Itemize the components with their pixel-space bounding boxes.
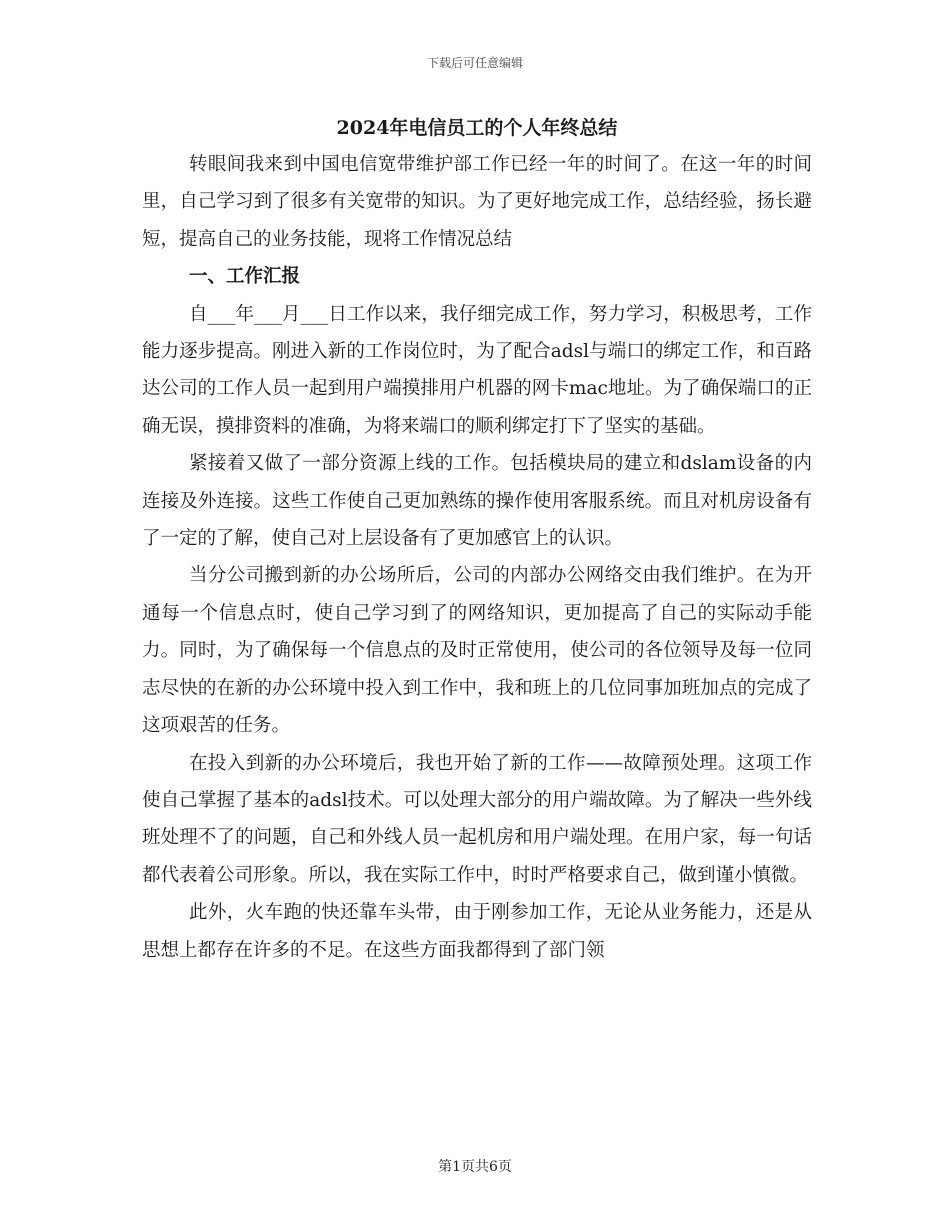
- paragraph-intro: 转眼间我来到中国电信宽带维护部工作已经一年的时间了。在这一年的时间里，自己学习到了很多有关宽带的知识。为了更好地完成工作，总结经验，扬长避短，提高自己的业务技能，现将工作情况总结: [142, 154, 812, 250]
- paragraph-body: 紧接着又做了一部分资源上线的工作。包括模块局的建立和dslam设备的内连接及外连接。这些工作使自己更加熟练的操作使用客服系统。而且对机房设备有了一定的了解，使自己对上层设备有了更加感官上的认识。: [142, 453, 812, 550]
- paragraph-body: 在投入到新的办公环境后，我也开始了新的工作——故障预处理。这项工作使自己掌握了基本的adsl技术。可以处理大部分的用户端故障。为了解决一些外线班处理不了的问题，自己和外线人员一起机房和用户端处理。在用户家，每一句话都代表着公司形象。所以，我在实际工作中，时时严格要求自己，做到谨小慎微。: [142, 752, 812, 886]
- page-header-note: 下载后可任意编辑: [426, 56, 523, 70]
- paragraph-body: 当分公司搬到新的办公场所后，公司的内部办公网络交由我们维护。在为开通每一个信息点时，使自己学习到了的网络知识，更加提高了自己的实际动手能力。同时，为了确保每一个信息点的及时正常使用，使公司的各位领导及每一位同志尽快的在新的办公环境中投入到工作中，我和班上的几位同事加班加点的完成了这项艰苦的任务。: [142, 565, 812, 737]
- paragraph-body: 自___年___月___日工作以来，我仔细完成工作，努力学习，积极思考，工作能力逐步提高。刚进入新的工作岗位时，为了配合adsl与端口的绑定工作，和百路达公司的工作人员一起到用户端摸排用户机器的网卡mac地址。为了确保端口的正确无误，摸排资料的准确，为将来端口的顺利绑定打下了坚实的基础。: [142, 303, 812, 437]
- page-footer-number: 第1页共6页: [438, 1159, 512, 1175]
- document-title: 2024年电信员工的个人年终总结: [336, 117, 618, 139]
- document-body: [142, 112, 812, 969]
- section-heading-work-report: 一、工作汇报: [189, 266, 301, 288]
- paragraph-body: 此外，火车跑的快还靠车头带，由于刚参加工作，无论从业务能力，还是从思想上都存在许多的不足。在这些方面我都得到了部门领: [142, 902, 812, 961]
